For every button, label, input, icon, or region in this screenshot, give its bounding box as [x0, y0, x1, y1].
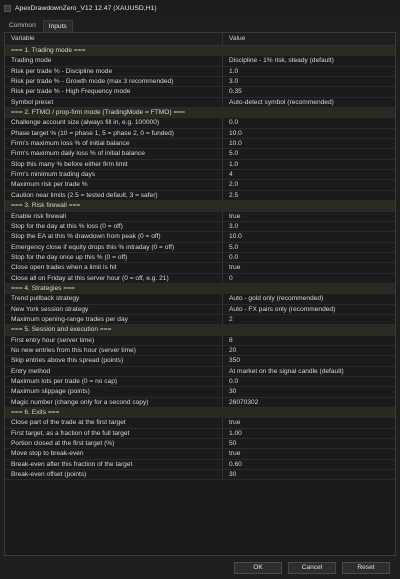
window-title: ApexDrawdownZero_V12 12.47 (XAUUSD,H1) — [15, 5, 157, 12]
variable-name: Firm's minimum trading days — [5, 170, 223, 179]
table-row[interactable] — [5, 346, 395, 356]
variable-name: Maximum lots per trade (0 = no cap) — [5, 377, 223, 386]
variable-name: Maximum slippage (points) — [5, 387, 223, 396]
variable-name: Risk per trade % - Discipline mode — [5, 67, 223, 76]
section-header-row — [5, 108, 395, 118]
variable-value[interactable]: Auto - FX pairs only (recommended) — [229, 305, 336, 313]
section-title: === 4. Strategies === — [11, 284, 75, 292]
variable-value[interactable]: true — [229, 212, 241, 220]
section-title: === 2. FTMO / prop-firm mode (TradingMode = FTMO) === — [11, 109, 185, 117]
variable-value[interactable]: 1.0 — [229, 160, 239, 168]
section-header-row — [5, 325, 395, 335]
table-row[interactable] — [5, 170, 395, 180]
variable-name: Enable risk firewall — [5, 212, 223, 221]
table-row[interactable] — [5, 87, 395, 97]
variable-value[interactable]: 5.0 — [229, 150, 239, 158]
variable-value[interactable]: true — [229, 419, 241, 427]
title-bar — [0, 0, 400, 17]
variable-name: Stop for the day once up this % (0 = off) — [5, 253, 223, 262]
section-title: === 6. Exits === — [11, 409, 60, 417]
variable-value[interactable]: Auto-detect symbol (recommended) — [229, 98, 334, 106]
variable-value[interactable]: 26070302 — [229, 398, 259, 406]
variable-name: Stop for the day at this % loss (0 = off) — [5, 222, 223, 231]
variable-name: Risk per trade % - High Frequency mode — [5, 87, 223, 96]
table-row[interactable] — [5, 418, 395, 428]
variable-name: New York session strategy — [5, 305, 223, 314]
tab-strip — [0, 20, 400, 32]
table-row[interactable] — [5, 118, 395, 128]
reset-button[interactable]: Reset — [342, 562, 390, 574]
variable-name: Entry method — [5, 367, 223, 376]
variable-value[interactable]: 10.0 — [229, 233, 242, 241]
variable-value[interactable]: 2 — [229, 315, 233, 323]
variable-name: Maximum opening-range trades per day — [5, 315, 223, 324]
table-header — [5, 33, 395, 46]
variable-name: Stop the EA at this % drawdown from peak (0 = off) — [5, 232, 223, 241]
variable-value[interactable]: 350 — [229, 357, 241, 365]
variable-value[interactable]: 8 — [229, 336, 233, 344]
table-row[interactable] — [5, 212, 395, 222]
variable-value[interactable]: Auto - gold only (recommended) — [229, 295, 324, 303]
table-row[interactable] — [5, 460, 395, 470]
variable-name: Emergency close if equity drops this % intraday (0 = off) — [5, 243, 223, 252]
variable-name: First target, as a fraction of the full target — [5, 429, 223, 438]
table-row[interactable] — [5, 429, 395, 439]
variable-value[interactable]: 20 — [229, 346, 237, 354]
variable-value[interactable]: 10.0 — [229, 129, 242, 137]
table-row[interactable] — [5, 160, 395, 170]
variable-value[interactable]: 2.5 — [229, 191, 239, 199]
variable-name: Firm's maximum loss % of initial balance — [5, 139, 223, 148]
variable-value[interactable]: Discipline - 1% risk, steady (default) — [229, 57, 334, 65]
table-row[interactable] — [5, 315, 395, 325]
variable-value[interactable]: 2.0 — [229, 181, 239, 189]
variable-name: Trading mode — [5, 56, 223, 65]
table-row[interactable] — [5, 253, 395, 263]
variable-value[interactable]: 5.0 — [229, 243, 239, 251]
table-row[interactable] — [5, 377, 395, 387]
tab-common[interactable]: Common — [9, 22, 36, 29]
variable-value[interactable]: 4 — [229, 171, 233, 179]
table-row[interactable] — [5, 305, 395, 315]
section-title: === 3. Risk firewall === — [11, 202, 81, 210]
variable-value[interactable]: At market on the signal candle (default) — [229, 367, 344, 375]
table-body — [5, 46, 395, 480]
variable-value[interactable]: 0.0 — [229, 119, 239, 127]
variable-value[interactable]: 10.0 — [229, 140, 242, 148]
dialog-footer — [0, 560, 400, 579]
table-row[interactable] — [5, 56, 395, 66]
table-row[interactable] — [5, 439, 395, 449]
variable-value[interactable]: 0 — [229, 274, 233, 282]
variable-name: Challenge account size (always fill in, e.g. 100000) — [5, 118, 223, 127]
app-icon — [4, 5, 11, 12]
tab-inputs[interactable]: Inputs — [43, 20, 73, 33]
variable-name: Break-even offset (points) — [5, 470, 223, 479]
table-row[interactable] — [5, 149, 395, 159]
table-row[interactable] — [5, 449, 395, 459]
table-row[interactable] — [5, 294, 395, 304]
variable-value[interactable]: 30 — [229, 471, 237, 479]
table-row[interactable] — [5, 367, 395, 377]
variable-name: Symbol preset — [5, 98, 223, 107]
section-header-row — [5, 284, 395, 294]
variable-name: Close all on Friday at this server hour (0 = off, e.g. 21) — [5, 274, 223, 283]
section-title: === 1. Trading mode === — [11, 47, 86, 54]
variable-name: Firm's maximum daily loss % of initial balance — [5, 149, 223, 158]
variable-name: Risk per trade % - Growth mode (max 3 recommended) — [5, 77, 223, 86]
table-row[interactable] — [5, 470, 395, 480]
column-header-variable[interactable]: Variable — [5, 33, 223, 45]
variable-value[interactable]: 0.0 — [229, 378, 239, 385]
variable-name: Break-even after this fraction of the target — [5, 460, 223, 469]
table-row[interactable] — [5, 129, 395, 139]
inputs-table — [4, 32, 396, 556]
table-row[interactable] — [5, 398, 395, 408]
variable-value[interactable]: 50 — [229, 440, 237, 448]
variable-name: First entry hour (server time) — [5, 336, 223, 345]
table-row[interactable] — [5, 387, 395, 397]
variable-name: Magic number (change only for a second copy) — [5, 398, 223, 407]
table-row[interactable] — [5, 222, 395, 232]
section-header-row — [5, 46, 395, 56]
variable-name: Close open trades when a limit is hit — [5, 263, 223, 272]
section-title: === 5. Session and execution === — [11, 326, 112, 334]
variable-name: Close part of the trade at the first target — [5, 418, 223, 427]
variable-value[interactable]: 30 — [229, 388, 237, 396]
table-row[interactable] — [5, 191, 395, 201]
variable-value[interactable]: true — [229, 264, 241, 272]
variable-name: Move stop to break-even — [5, 449, 223, 458]
variable-value[interactable]: 1.0 — [229, 67, 239, 75]
table-row[interactable] — [5, 336, 395, 346]
table-row[interactable] — [5, 180, 395, 190]
variable-value[interactable]: true — [229, 450, 241, 458]
ok-button[interactable]: OK — [234, 562, 282, 574]
table-row[interactable] — [5, 356, 395, 366]
section-header-row — [5, 201, 395, 211]
variable-name: Maximum risk per trade % — [5, 180, 223, 189]
variable-name: Trend pullback strategy — [5, 294, 223, 303]
variable-name: Stop this many % before either firm limit — [5, 160, 223, 169]
table-row[interactable] — [5, 263, 395, 273]
table-row[interactable] — [5, 67, 395, 77]
variable-name: Portion closed at the first target (%) — [5, 439, 223, 448]
variable-name: No new entries from this hour (server time) — [5, 346, 223, 355]
column-header-value[interactable]: Value — [229, 35, 246, 42]
table-row[interactable] — [5, 77, 395, 87]
variable-value[interactable]: 0.35 — [229, 88, 242, 96]
variable-value[interactable]: 3.0 — [229, 222, 239, 230]
variable-value[interactable]: 3.0 — [229, 78, 239, 86]
table-row[interactable] — [5, 232, 395, 242]
variable-value[interactable]: 0.0 — [229, 253, 239, 261]
variable-name: Skip entries above this spread (points) — [5, 356, 223, 365]
variable-value[interactable]: 0.60 — [229, 460, 242, 468]
cancel-button[interactable]: Cancel — [288, 562, 336, 574]
variable-name: Caution near limits (2.5 = tested default, 3 = safer) — [5, 191, 223, 200]
table-row[interactable] — [5, 139, 395, 149]
table-row[interactable] — [5, 274, 395, 284]
variable-value[interactable]: 1.00 — [229, 429, 242, 437]
variable-name: Phase target % (10 = phase 1, 5 = phase 2, 0 = funded) — [5, 129, 223, 138]
table-row[interactable] — [5, 98, 395, 108]
section-header-row — [5, 408, 395, 418]
table-row[interactable] — [5, 243, 395, 253]
